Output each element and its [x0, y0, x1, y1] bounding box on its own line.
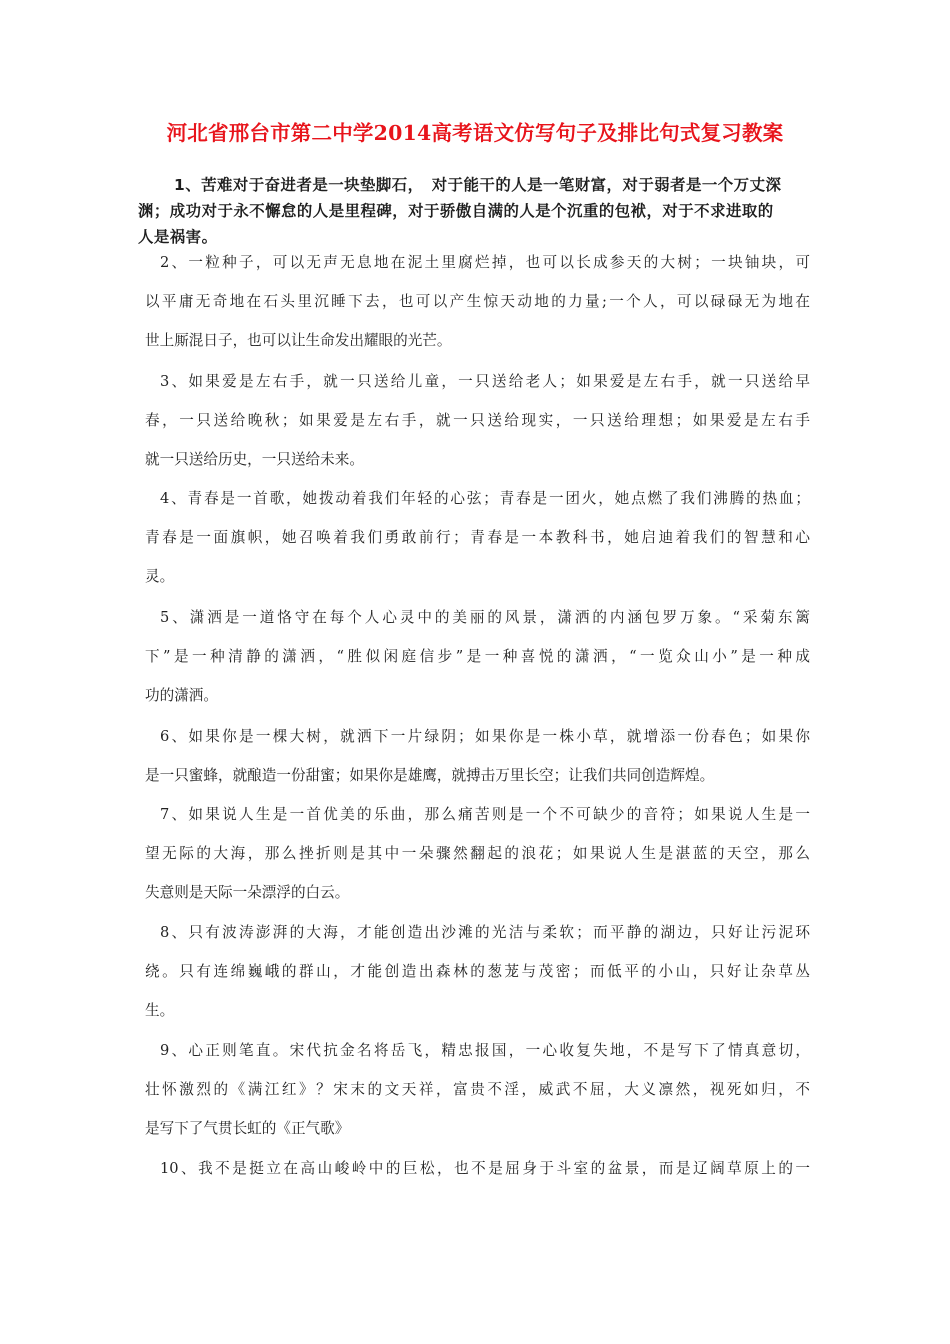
paragraph-1: [138, 172, 828, 250]
paragraph-line: 功的潇洒。: [145, 687, 218, 704]
paragraph-line: 7、如果说人生是一首优美的乐曲，那么痛苦则是一个不可缺少的音符；如果说人生是一: [160, 806, 810, 823]
paragraph-line: 就一只送给历史，一只送给未来。: [145, 451, 364, 468]
paragraph-line: 生。: [145, 1002, 175, 1019]
paragraph-6: [145, 717, 810, 795]
paragraph-line: 灵。: [145, 568, 175, 585]
paragraph-line: 下”是一种清静的潇洒，“胜似闲庭信步”是一种喜悦的潇洒，“一览众山小”是一种成: [145, 648, 810, 665]
paragraph-line: 春，一只送给晚秋；如果爱是左右手，就一只送给现实，一只送给理想；如果爱是左右手: [145, 412, 810, 429]
paragraph-line: 4、青春是一首歌，她拨动着我们年轻的心弦；青春是一团火，她点燃了我们沸腾的热血；: [160, 490, 810, 507]
document-title: 河北省邢台市第二中学2014高考语文仿写句子及排比句式复习教案: [166, 121, 784, 145]
paragraph-4: [145, 479, 810, 596]
paragraph-line: 6、如果你是一棵大树，就洒下一片绿阴；如果你是一株小草，就增添一份春色；如果你: [160, 728, 810, 745]
paragraph-line: 3、如果爱是左右手，就一只送给儿童，一只送给老人；如果爱是左右手，就一只送给早: [160, 373, 810, 390]
paragraph-10: [145, 1149, 810, 1188]
paragraph-5: [145, 598, 810, 715]
paragraph-line: 失意则是天际一朵漂浮的白云。: [145, 884, 350, 901]
paragraph-2: [145, 243, 810, 360]
paragraph-line: 9、心正则笔直。宋代抗金名将岳飞，精忠报国，一心收复失地，不是写下了情真意切，: [160, 1042, 810, 1059]
paragraph-line: 以平庸无奇地在石头里沉睡下去，也可以产生惊天动地的力量;一个人，可以碌碌无为地在: [145, 293, 810, 310]
paragraph-line: 10、我不是挺立在高山峻岭中的巨松，也不是屈身于斗室的盆景，而是辽阔草原上的一: [160, 1160, 810, 1177]
paragraph-line: 壮怀激烈的《满江红》？宋末的文天祥，富贵不淫，威武不屈，大义凛然，视死如归，不: [145, 1081, 810, 1098]
paragraph-line: 是一只蜜蜂，就酿造一份甜蜜；如果你是雄鹰，就搏击万里长空；让我们共同创造辉煌。: [145, 767, 715, 784]
paragraph-line: 2、一粒种子，可以无声无息地在泥土里腐烂掉，也可以长成参天的大树；一块铀块，可: [160, 254, 810, 271]
paragraph-line: 1、苦难对于奋进者是一块垫脚石， 对于能干的人是一笔财富，对于弱者是一个万丈深: [174, 176, 782, 194]
paragraph-8: [145, 913, 810, 1030]
paragraph-line: 5、潇洒是一道恪守在每个人心灵中的美丽的风景，潇洒的内涵包罗万象。“采菊东篱: [160, 609, 810, 626]
paragraph-line: 8、只有波涛澎湃的大海，才能创造出沙滩的光洁与柔软；而平静的湖边，只好让污泥环: [160, 924, 810, 941]
paragraph-line: 望无际的大海，那么挫折则是其中一朵骤然翻起的浪花；如果说人生是湛蓝的天空，那么: [145, 845, 810, 862]
paragraph-9: [145, 1031, 810, 1148]
paragraph-7: [145, 795, 810, 912]
paragraph-line: 绕。只有连绵巍峨的群山，才能创造出森林的葱茏与茂密；而低平的小山，只好让杂草丛: [145, 963, 810, 980]
paragraph-line: 世上厮混日子，也可以让生命发出耀眼的光芒。: [145, 332, 452, 349]
paragraph-line: 是写下了气贯长虹的《正气歌》: [145, 1120, 350, 1137]
paragraph-line: 人是祸害。: [138, 228, 218, 246]
paragraph-3: [145, 362, 810, 479]
paragraph-line: 渊；成功对于永不懈怠的人是里程碑，对于骄傲自满的人是个沉重的包袱，对于不求进取的: [138, 202, 774, 220]
paragraph-line: 青春是一面旗帜，她召唤着我们勇敢前行；青春是一本教科书，她启迪着我们的智慧和心: [145, 529, 810, 546]
